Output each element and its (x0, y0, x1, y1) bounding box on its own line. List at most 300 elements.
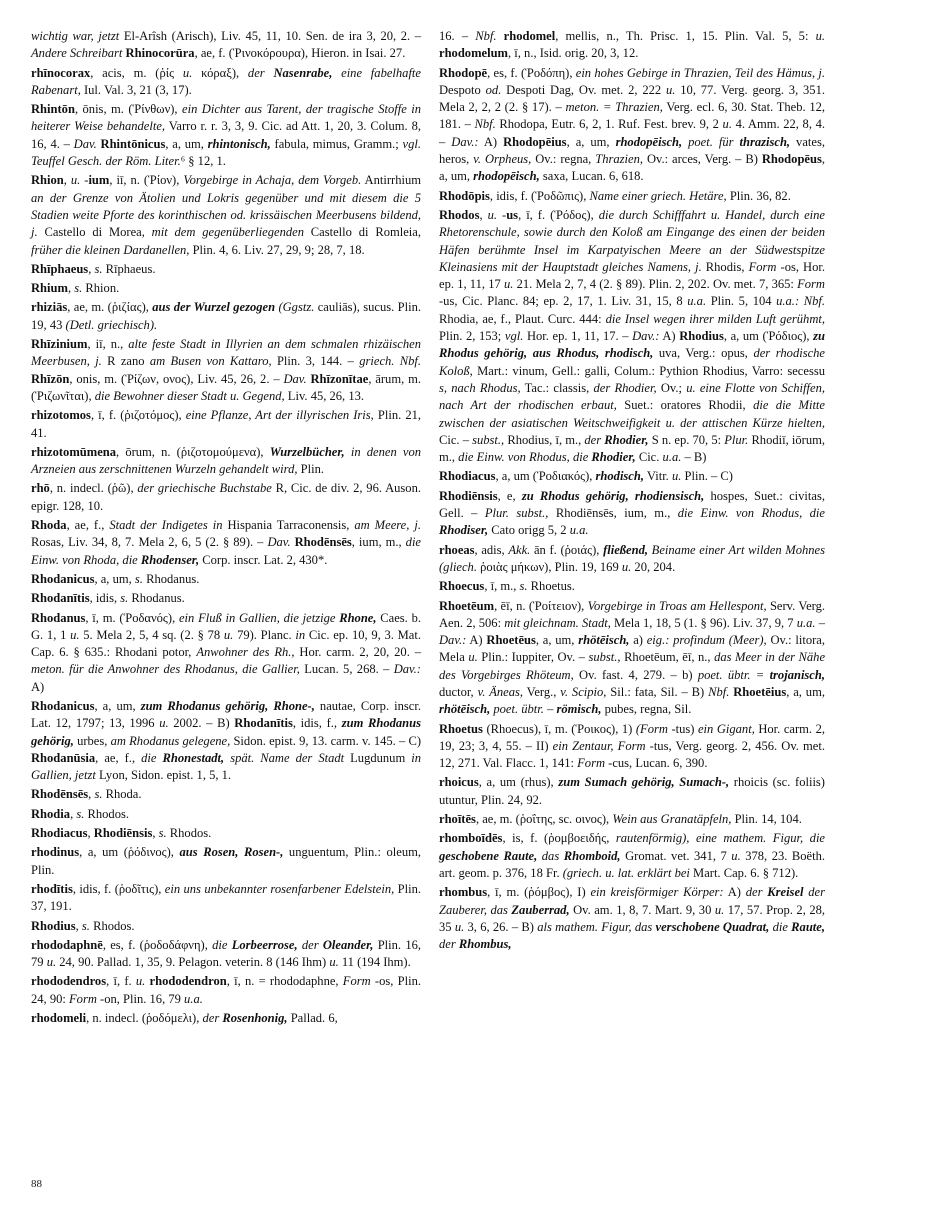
entry-text: u. (666, 82, 676, 97)
entry-text: das (537, 848, 564, 863)
entry-text: (griech. u. lat. erklärt bei (562, 865, 690, 880)
entry-text: Nbf. (474, 117, 496, 132)
entry-text: Rhonestadt, (162, 750, 225, 765)
entry-text: Ov.; (656, 380, 687, 395)
entry-text: rhötēisch, (439, 702, 491, 717)
entry-text: , a, um, (786, 684, 825, 699)
entry-text: poet. übtr. (490, 702, 544, 717)
entry-text: 17, 57. Prop. 2, 28, 35 (439, 902, 826, 934)
entry-text: , iī, n., (87, 337, 129, 352)
entry-text: Nbf. (475, 29, 497, 43)
entry-text: -on, Plin. 16, 79 (96, 991, 185, 1006)
entry-text: , idis, f. (ῥοδῖτις), (72, 881, 165, 896)
entry-text: u. (135, 974, 146, 989)
entry-text: ein hohes Gebirge in Thrazien, Teil des Hämus, j. (575, 65, 825, 80)
entry-text: Dav.: (393, 662, 421, 677)
headword: rhō (31, 481, 50, 496)
entry-text: urbes, (73, 733, 111, 748)
entry-text: die Einw. von Rhodus, die (458, 450, 592, 465)
headword: Rhodiacus (439, 469, 496, 484)
entry-text: Plin. 37, 191. (31, 881, 421, 914)
entry-text: Ov.: litora, Mela (439, 633, 825, 665)
entry-text: Rhodiser, (439, 523, 489, 538)
entry-text: u.a.: Nbf. (776, 294, 825, 309)
entry-text: s. (120, 591, 129, 606)
entry-text: Rhodier, (604, 432, 649, 447)
entry-text: u. (159, 716, 169, 731)
entry-text: s. (94, 787, 103, 802)
entry-text: Castello di Romleia, (303, 225, 421, 240)
entry-text: rhodisch, (595, 469, 644, 484)
entry-text: Rhombus, (458, 937, 512, 952)
entry-text: (Form (635, 721, 668, 736)
dictionary-entry (439, 578, 825, 595)
dictionary-entry (31, 299, 421, 334)
headword: rhododendros (31, 974, 107, 989)
dictionary-entry (31, 881, 421, 916)
entry-text: 16. – (439, 29, 476, 43)
entry-text: Rīphaeus. (102, 261, 156, 276)
entry-text: Plin. 4, 6. Liv. 27, 29, 9; 28, 7, 18. (189, 242, 365, 257)
dictionary-entry (31, 698, 421, 784)
entry-text: Corp. inscr. Lat. 2, 430*. (199, 552, 328, 567)
entry-text: Dav. (73, 136, 97, 151)
dictionary-entry (439, 65, 825, 186)
dictionary-entry (439, 774, 825, 809)
entry-text: s. (76, 806, 85, 821)
dictionary-entry (31, 1010, 421, 1027)
entry-text: Dav.: (451, 134, 479, 149)
entry-text: u.a. (796, 615, 816, 630)
entry-text: ein Zentaur, Form (552, 738, 646, 753)
dictionary-entry (439, 830, 825, 882)
entry-text: poet. für (682, 134, 740, 149)
entry-text: (Ggstz. (275, 300, 315, 315)
entry-text: , (152, 826, 159, 841)
entry-text: zum Rhodanus gehörig, (31, 716, 421, 748)
headword: ium (88, 173, 110, 188)
headword: Rhodopēius (503, 134, 567, 149)
entry-text: griech. Nbf. (359, 354, 422, 369)
entry-text: 5. Mela 2, 5, 4 sq. (2. § 78 (79, 627, 224, 642)
entry-text: an der Grenze von Ätolien und Lokris gegenüber und mit diesem die 5 Stadien weite Pforte des korinthischen od. krissäischen Meerbusens bildend, j. (31, 190, 421, 240)
entry-text: u. (621, 559, 632, 574)
entry-text: am Rhodanus gelegene, (110, 733, 231, 748)
entry-text: mit gleichnam. Stadt, (504, 615, 611, 630)
entry-text: Plin. 36, 82. (726, 188, 791, 203)
entry-text: meton. = Thrazien, (565, 100, 663, 115)
entry-text: alte feste Stadt in Illyrien an dem schmalen rhizäischen Meerbusen, j. (31, 337, 421, 369)
entry-text: aus der Wurzel gezogen (152, 300, 276, 315)
entry-text: Form (69, 991, 97, 1006)
dictionary-entry (31, 101, 421, 170)
entry-text: Plur. subst., (484, 506, 549, 521)
entry-text: Plin. 2, 153; (439, 329, 505, 344)
entry-text: , a, um (Ῥοδιακός), (495, 469, 596, 484)
entry-text: Castello di Morea, (37, 225, 152, 240)
entry-text: , a, um, (165, 136, 208, 151)
headword: Rhodēnsēs (294, 535, 352, 550)
entry-text: fließend, (603, 542, 649, 557)
entry-text: der rhodische Koloß, (439, 346, 825, 378)
entry-text: , ēī, n. (Ῥοίτειον), (494, 598, 588, 613)
entry-text: Andere Schreibart (31, 46, 126, 61)
dictionary-entry (439, 488, 825, 540)
entry-text: 21. Mela 2, 7, 4 (2. § 89). Plin. 2, 202. Ov. met. 7, 365: (513, 277, 798, 292)
entry-text: der (202, 1011, 223, 1026)
headword: Rhodos (439, 207, 480, 222)
entry-text: , (75, 918, 82, 933)
entry-text: u. (182, 65, 193, 80)
entry-text: Rhodier, (591, 450, 636, 465)
dictionary-entry (31, 280, 421, 297)
entry-text: u. (70, 173, 81, 188)
entry-text: Rhodiī, iōrum, m., (439, 432, 825, 465)
entry-text: Caes. b. G. 1, 1 (31, 610, 421, 642)
entry-text: Suet.: oratores Rhodii, (616, 398, 754, 413)
entry-text: , idis, f. (Ῥοδῶπις), (489, 188, 590, 203)
entry-text: der (745, 885, 768, 900)
dictionary-entry (31, 571, 421, 588)
headword: Rhoetēum (439, 598, 495, 613)
entry-text: -us, Cic. Planc. 84; ep. 2, 17, 1. Liv. 31, 15, 8 (439, 294, 688, 309)
entry-text: , ōnis, m. (Ῥίνθων), (74, 102, 183, 117)
entry-text: , ae, f. (Ῥινοκόρουρα), Hieron. in Isai. 27. (194, 46, 406, 61)
entry-text: eine Pflanze, Art der illyrischen Iris, (185, 408, 374, 423)
entry-text: Despoto (439, 82, 486, 97)
entry-text: Raute, (791, 919, 825, 934)
entry-text: vgl. (504, 329, 524, 344)
headword: Rhodanītis (234, 716, 293, 731)
entry-text: A) (31, 679, 45, 694)
entry-text: , idis, (89, 591, 121, 606)
entry-text: eig.: profindum (Meer), (646, 633, 767, 648)
entry-text: od. (485, 82, 502, 97)
entry-text: u. (454, 919, 465, 934)
headword: rhodinus (31, 845, 80, 860)
entry-text: Vitr. (644, 469, 672, 484)
dictionary-entry (31, 172, 421, 258)
entry-text: , es, f. (ῥοδοδάφνη), (102, 937, 213, 952)
entry-text: saxa, Lucan. 6, 618. (539, 169, 644, 184)
entry-text: Beiname einer Art wilden Mohnes (gliech. (439, 542, 825, 574)
entry-text: Stadt der Indigetes in (109, 518, 223, 533)
entry-text: Plin. (297, 462, 324, 477)
entry-text: , ae, f., (66, 518, 110, 533)
entry-text: ῥοιὰς μήκων), Plin. 19, 169 (476, 559, 622, 574)
entry-text: s. (158, 826, 167, 841)
entry-text: -os, Hor. ep. 1, 11, 17 (439, 259, 826, 292)
entry-text: Ov. fast. 4, 279. – b) (573, 667, 698, 682)
dictionary-entry (31, 407, 421, 442)
entry-text: u. (671, 469, 682, 484)
entry-text: ductor, (439, 684, 478, 699)
entry-text: , ae, f., (95, 750, 142, 765)
entry-text: Rhion. (82, 281, 120, 296)
entry-text: Antirrhium (361, 173, 421, 188)
entry-text: , (87, 826, 94, 841)
entry-text: , (88, 787, 95, 802)
entry-text: u. (329, 955, 339, 970)
dictionary-entry (31, 825, 421, 842)
entry-text: , (70, 806, 77, 821)
entry-text: aus Rosen, Rosen-, (179, 845, 284, 860)
entry-text: Dav.: (439, 633, 467, 648)
entry-text: -tus) (667, 721, 698, 736)
entry-text: Hor. carm. 2, 20, 20. – (294, 645, 421, 660)
headword: rhododendron (149, 974, 227, 989)
headword: Rhodanītis (31, 591, 90, 606)
entry-text: , mellis, n., Th. Prisc. 1, 15. Plin. Val. 5, 5: (555, 29, 816, 43)
dictionary-entry (31, 806, 421, 823)
entry-text: v. Orpheus, (473, 152, 532, 167)
dictionary-entry (31, 261, 421, 278)
entry-text: , idis, f., (292, 716, 342, 731)
entry-text: trojanisch, (769, 667, 825, 682)
entry-text: u.a. (687, 294, 707, 309)
entry-text: Form (577, 756, 606, 771)
headword: Rhodiacus (31, 826, 88, 841)
entry-text: Ov.: arces, Verg. – B) (643, 152, 762, 167)
entry-text: der Rhodier, (593, 380, 657, 395)
entry-text: Rhodis, (701, 259, 749, 274)
entry-text: rautenförmig), eine mathem. Figur, die (615, 831, 825, 846)
entry-text: , onis, m. (Ῥίζων, ονος), Liv. 45, 26, 2. – (69, 371, 284, 386)
entry-text: , a, um, (94, 571, 135, 586)
entry-text: R, Cic. de div. 2, 96. Auson. epigr. 128, 10. (31, 481, 421, 513)
entry-text: Mela 1, 18, 5 (1. § 96). Liv. 37, 9, 7 (610, 615, 797, 630)
entry-text: ⁶ § 12, 1. (180, 154, 226, 169)
headword: Rhoetēus (486, 633, 536, 648)
entry-text: die Bewohner dieser Stadt u. Gegend, (94, 388, 285, 403)
headword: Rhodius (31, 918, 76, 933)
entry-text: der Zauberer, das (439, 885, 826, 917)
entry-text (497, 29, 504, 43)
entry-text: A) (723, 885, 746, 900)
entry-text: , is, f. (ῥομβοειδής, (502, 831, 616, 846)
headword: Rhintōn (31, 102, 75, 117)
headword: rhomboīdēs (439, 831, 503, 846)
entry-text: pubes, regna, Sil. (601, 702, 692, 717)
entry-text: A) (478, 134, 504, 149)
headword: Rhodopēus (761, 152, 822, 167)
headword: Rhoetus (439, 721, 483, 736)
entry-text: Rhodia, ae, f., Plaut. Curc. 444: (439, 311, 606, 326)
entry-text: verschobene Quadrat, (655, 919, 770, 934)
entry-text: der griechische Buchstabe (137, 481, 272, 496)
entry-text: vates, heros, (439, 134, 825, 167)
entry-text: thrazisch, (739, 134, 791, 149)
entry-text: , a, um, (535, 633, 579, 648)
entry-text: Akk. (508, 542, 531, 557)
headword: rhodomelum (439, 46, 509, 61)
entry-text: Plur. (724, 432, 749, 447)
dictionary-entry (31, 480, 421, 515)
entry-text: Mart.: vinum, Gell.: galli, Colum.: Pythion Rhodius, Varro: secessu (472, 363, 825, 378)
headword: Rhodiēnsis (93, 826, 153, 841)
entry-text: u. (504, 277, 514, 292)
headword: Rhodanus (31, 610, 86, 625)
entry-text: römisch, (556, 702, 602, 717)
entry-text: - (497, 207, 507, 222)
dictionary-entry (31, 844, 421, 879)
entry-text: rhintonisch, (207, 136, 271, 151)
entry-text: Iul. Val. 3, 21 (3, 17). (80, 82, 192, 97)
entry-text: v. Scipio, (560, 684, 607, 699)
entry-text: spät. Name der Stadt (224, 750, 345, 765)
entry-text: als mathem. Figur, das (537, 919, 656, 934)
page-number: 88 (31, 1178, 42, 1190)
entry-text: ein Gigant, (697, 721, 755, 736)
entry-text: Lugdunum (344, 750, 412, 765)
entry-text: , n. indecl. (ῥῶ), (49, 481, 138, 496)
entry-text: die Insel wegen ihrer milden Luft gerühmt, (605, 311, 825, 326)
entry-text: Rhoetus. (527, 579, 575, 594)
entry-text: die Einw. von Rhodus, die (677, 506, 825, 521)
entry-text: -tus, Verg. georg. 2, 456. Ov. met. 12, 271. Val. Flacc. 1, 141: (439, 738, 825, 771)
entry-text: Rhodos. (166, 826, 212, 841)
entry-text: , ī, m. (ῥόμβος), I) (487, 885, 591, 900)
entry-text: Rhodos. (89, 918, 135, 933)
entry-text: Gromat. vet. 341, 7 (620, 848, 732, 863)
headword: us (506, 207, 519, 222)
entry-text: Rhoetēum, ēī, n., (620, 650, 715, 665)
entry-text: , a, um, (566, 134, 616, 149)
headword: Rhodanūsia (31, 750, 96, 765)
entry-text: zum Rhodanus gehörig, Rhone-, (140, 698, 315, 713)
entry-text: , ārum, m. (Ῥιζωνῖται), (31, 371, 421, 403)
dictionary-entry (31, 517, 421, 569)
entry-text: , ī, f. (Ῥόδος), (518, 207, 599, 222)
entry-text: zu Rhodus gehörig, rhodiensisch, (521, 488, 705, 503)
entry-text: , (67, 281, 75, 296)
entry-text: Plin. 16, 79 (31, 937, 422, 970)
entry-text: R zano (101, 354, 150, 369)
headword: Rhīzonītae (310, 371, 369, 386)
entry-text: der (584, 432, 605, 447)
entry-text: u. (731, 848, 741, 863)
entry-text: in (295, 627, 306, 642)
entry-text: Cic. – (439, 432, 473, 447)
dictionary-entry (439, 207, 825, 466)
entry-text: Anwohner des Rh., (196, 645, 295, 660)
entry-text: Nasenrabe, (273, 65, 333, 80)
entry-text: u. (722, 117, 732, 132)
entry-text: uva, Verg.: opus, (653, 346, 754, 361)
headword: rhīnocorax (31, 65, 91, 80)
entry-text: 24, 90. Pallad. 1, 35, 9. Pelagon. veterin. 8 (146 Ihm) (56, 955, 330, 970)
headword: Rhodēnsēs (31, 787, 89, 802)
entry-text: v. Äneas, (477, 684, 524, 699)
headword: rhizotomos (31, 408, 91, 423)
entry-text: nautae, Corp. inscr. Lat. 12, 1797; 13, 1996 (31, 698, 421, 731)
entry-text: κόραξ), (192, 65, 248, 80)
entry-text: Plin. 21, 41. (31, 408, 421, 440)
dictionary-entry (31, 786, 421, 803)
entry-text: Vorgebirge in Troas am Hellespont, (587, 598, 767, 613)
entry-text: , ae, m. (ῥιζίας), (67, 300, 153, 315)
entry-text: Hispania Tarraconensis, (222, 518, 355, 533)
entry-text: ein kreisförmiger Körper: (590, 885, 724, 900)
entry-text: , es, f. (Ῥοδόπη), (487, 65, 576, 80)
entry-text: (Rhoecus), ī, m. (Ῥοικος), 1) (482, 721, 636, 736)
entry-text: der (439, 937, 459, 952)
dictionary-entry (439, 811, 825, 828)
headword: Rhodiēnsis (439, 488, 498, 503)
entry-text: Plin. 3, 144. – (271, 354, 360, 369)
entry-text: Plin. 5, 104 (706, 294, 777, 309)
entry-text: Hor. ep. 1, 11, 17. – (523, 329, 633, 344)
entry-text: in Gallien, jetzt (31, 750, 422, 783)
entry-text: u. (468, 650, 478, 665)
headword: Rhīphaeus (31, 261, 89, 276)
headword: Rhodopē (439, 65, 488, 80)
entry-text: Rhodanus. (128, 591, 185, 606)
headword: Rhodanicus (31, 571, 95, 586)
entry-text: Verg., (523, 684, 561, 699)
entry-text: , ī, n. = rhododaphne, (226, 974, 343, 989)
dictionary-entry (31, 590, 421, 607)
entry-text: Tac.: classis, (520, 380, 594, 395)
headword: Rhoetēius (733, 684, 787, 699)
entry-text: - (80, 173, 89, 188)
headword: Rhium (31, 281, 68, 296)
entry-text: s. (74, 281, 83, 296)
entry-text: u. (487, 207, 498, 222)
entry-text: u. (714, 902, 725, 917)
entry-text: 378, 23. Boëth. art. geom. p. 376, 18 Fr. (439, 848, 826, 880)
entry-text: cauliās), sucus. Plin. 19, 43 (31, 300, 421, 332)
entry-text: – (543, 702, 557, 717)
entry-text: die (141, 750, 163, 765)
headword: Rhodia (31, 806, 71, 821)
entry-text: ein uns unbekannter rosenfarbener Edelstein, (164, 881, 395, 896)
left-column (31, 28, 421, 1029)
entry-text: Despoti Dag, Ov. met. 2, 222 (501, 82, 667, 97)
entry-text: Rhone, (339, 610, 377, 625)
entry-text: Plin.: Iuppiter, Ov. – (477, 650, 589, 665)
entry-text: , a, um, (439, 152, 825, 184)
entry-text: S n. ep. 70, 5: (648, 432, 725, 447)
entry-text: , a, um (Ῥόδιος), (723, 329, 814, 344)
entry-text: rhoicis (sc. foliis) utuntur, Plin. 24, 92. (439, 775, 825, 807)
entry-text: Oleander, (322, 937, 374, 952)
entry-text: 79). Planc. (233, 627, 296, 642)
entry-text: subst., (588, 650, 621, 665)
dictionary-entry (31, 28, 421, 63)
entry-text: am Meere, j. (354, 518, 421, 533)
entry-text: Rhoda. (102, 787, 142, 802)
entry-text: Ov.: regna, (531, 152, 596, 167)
entry-text: Dav.: (632, 329, 660, 344)
headword: Rhīzinium (31, 337, 88, 352)
entry-text: u.a. (184, 991, 203, 1006)
entry-text: , a, um, (94, 698, 141, 713)
entry-text: rhodopēisch, (615, 134, 683, 149)
dictionary-entry (439, 884, 825, 953)
dictionary-entry (439, 468, 825, 485)
headword: rhiziās (31, 300, 68, 315)
entry-text: u. (70, 627, 80, 642)
entry-text: -os, Plin. 24, 90: (31, 974, 421, 1006)
right-column (439, 28, 825, 955)
entry-text: die Einw. von Rhoda, die (31, 535, 422, 567)
entry-text: , adis, (474, 542, 509, 557)
headword: rhodomel (503, 29, 556, 43)
entry-text: a) (629, 633, 647, 648)
entry-text: (Detl. griechisch). (65, 317, 158, 332)
entry-text: der (297, 937, 323, 952)
